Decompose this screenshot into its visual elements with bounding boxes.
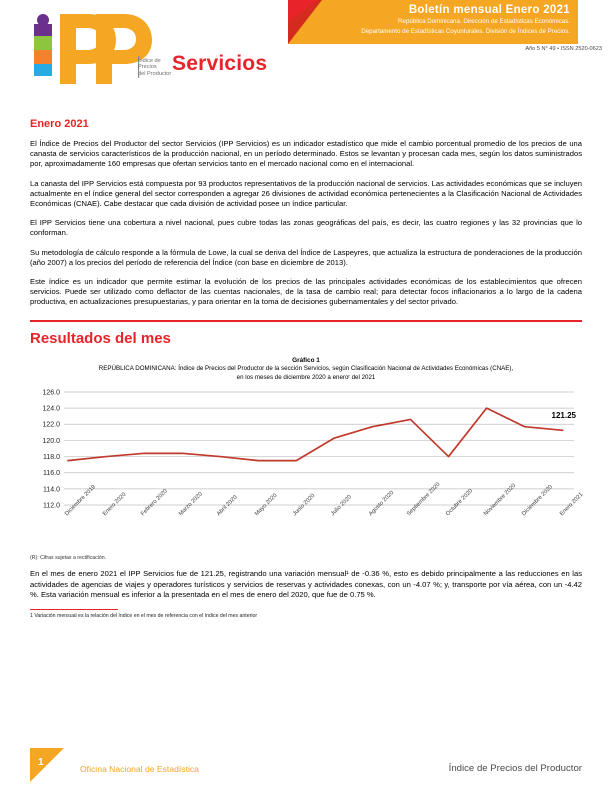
issn-line: Año 5 N° 49 • ISSN 2520-0623 [525,46,602,52]
svg-text:120.0: 120.0 [42,438,60,446]
footnote-1: 1 Variación mensual es la relación del índice en el mes de referencia con el índice del mes anterior [30,613,258,620]
section-title: Servicios [172,52,268,75]
chart-heading [30,357,582,383]
closing-paragraph: En el mes de enero 2021 el IPP Servicios fue de 121.25, registrando una variación mensual¹ de -0.36 %, esto es debido principalmente a las reducciones en las actividades de agencias de viajes y operadores turísticos y servicios de reservas y actividades conexas, con un -4.07 %; y, transporte por vía aérea, con un -4.42 %. Esta variación mensual es inferior a la presentada en el mes de enero del 2020, que fue de 0.75 %. [30,569,582,599]
paragraph-5: Este índice es un indicador que permite estimar la evolución de los precios de las principales actividades económicas de los establecimientos que ofrecen servicios. Puede ser utilizado como deflactor de las cuentas nacionales, de la tasa de cambio real; para detectar focos inflacionarios a lo largo de la cadena productiva, en actualizaciones presupuestarias, y para orientar en la toma de decisiones gubernamentales y del sector privado. [30,277,582,307]
svg-text:114.0: 114.0 [43,486,60,494]
section-divider [30,320,582,322]
chart-x-label: Enero 2020 [102,492,128,518]
chart-x-label: Julio 2020 [330,494,354,518]
banner-subtitle-line-1: República Dominicana. Dirección de Estadísticas Económicas. [398,18,570,25]
banner-subtitle-line-2: Departamento de Estadísticas Coyunturales. División de Índices de Precios. [361,28,570,35]
chart-plot-area [30,386,582,511]
svg-text:116.0: 116.0 [43,470,60,478]
chart-x-label: Octubre 2020 [444,488,474,518]
chart-subtitle: en los meses de diciembre 2020 a eneroʳ del 2021 [236,374,376,382]
chart-title: REPÚBLICA DOMINICANA: Índice de Precios del Productor de la sección Servicios, según Clasificación Nacional de Actividades Económicas (CNAE), [98,364,514,372]
footer-triangle-icon [30,748,64,782]
paragraph-4: Su metodología de cálculo responde a la fórmula de Lowe, la cual se deriva del Índice de Laspeyres, que actualiza la estructura de ponderaciones de la producción (año 2007) a los precios del período de referencia del Índice (con base en diciembre de 2013). [30,247,582,267]
banner-triangle-red-icon [288,0,318,22]
logo-tagline-line-3: del Productor [138,70,172,77]
svg-text:126.0: 126.0 [42,389,60,397]
page-footer [0,740,612,792]
svg-text:122.0: 122.0 [42,422,60,430]
svg-text:118.0: 118.0 [43,454,60,462]
logo-tagline [138,58,171,77]
chart-x-label: Agosto 2020 [368,490,396,518]
header-banner [288,0,578,44]
paragraph-2: La canasta del IPP Servicios está compuesta por 93 productos representativos de la producción nacional de servicios. Las actividades económicas que se incluyen actualmente en el índice general del sector corresponden a agregar 26 divisiones de actividad económica pertenecientes a la Clasificación Nacional de Actividades Económicas (CNAE). Cabe destacar que cada división de actividad posee un índice particular. [30,178,582,209]
chart-x-label: Mayo 2020 [254,493,279,518]
page-date-title: Enero 2021 [30,118,89,130]
chart-x-label: Junio 2020 [292,493,317,518]
chart-x-label: Febrero 2020 [140,488,169,518]
chart-number: Gráfico 1 [292,356,320,364]
results-section-title: Resultados del mes [30,329,171,347]
chart-last-value-label: 121.25 [551,411,576,421]
chart-x-label: Abril 2020 [216,494,239,518]
chart-rectification-note: (R): Cifras sujetas a rectificación. [30,555,107,562]
chart-x-label: Marzo 2020 [178,491,205,518]
footer-organization: Oficina Nacional de Estadística [80,764,199,774]
ipp-logo [30,10,175,90]
chart-x-label: Enero 2021 [558,492,585,518]
banner-title: Boletín mensual Enero 2021 [408,4,570,16]
paragraph-3: El IPP Servicios tiene una cobertura a nivel nacional, pues cubre todas las zonas geográficas del país, es decir, las cuatro regiones y las 32 provincias que lo conforman. [30,218,582,238]
svg-text:124.0: 124.0 [42,405,60,413]
chart-x-label: Noviembre 2020 [482,483,517,518]
footer-publication: Índice de Precios del Productor [448,763,582,774]
footnote-divider [30,609,118,610]
paragraph-1: El Índice de Precios del Productor del sector Servicios (IPP Servicios) es un indicador estadístico que mide el cambio porcentual promedio de los precios de una canasta de servicios característicos de la producción nacional, en un período determinado. Estos se levantan y procesan cada mes, según los datos suministrados por, aproximadamente 160 empresas que ofertan servicios tanto en el mercado nacional como en el internacional. [30,139,582,169]
page-number: 1 [38,757,44,768]
chart-figure [30,386,585,551]
chart-x-label: Diciembre 2019 [64,484,97,518]
banner-text-block [361,4,570,36]
chart-x-label: Diciembre 2020 [520,484,554,518]
page-header [0,0,612,108]
main-content [30,118,585,620]
logo-tagline-line-2: Precios [138,64,157,71]
svg-text:112.0: 112.0 [43,502,60,510]
ipp-logo-graphic [30,10,175,90]
logo-tagline-line-1: Índice de [138,58,161,64]
chart-x-label: Septiembre 2020 [406,482,442,518]
